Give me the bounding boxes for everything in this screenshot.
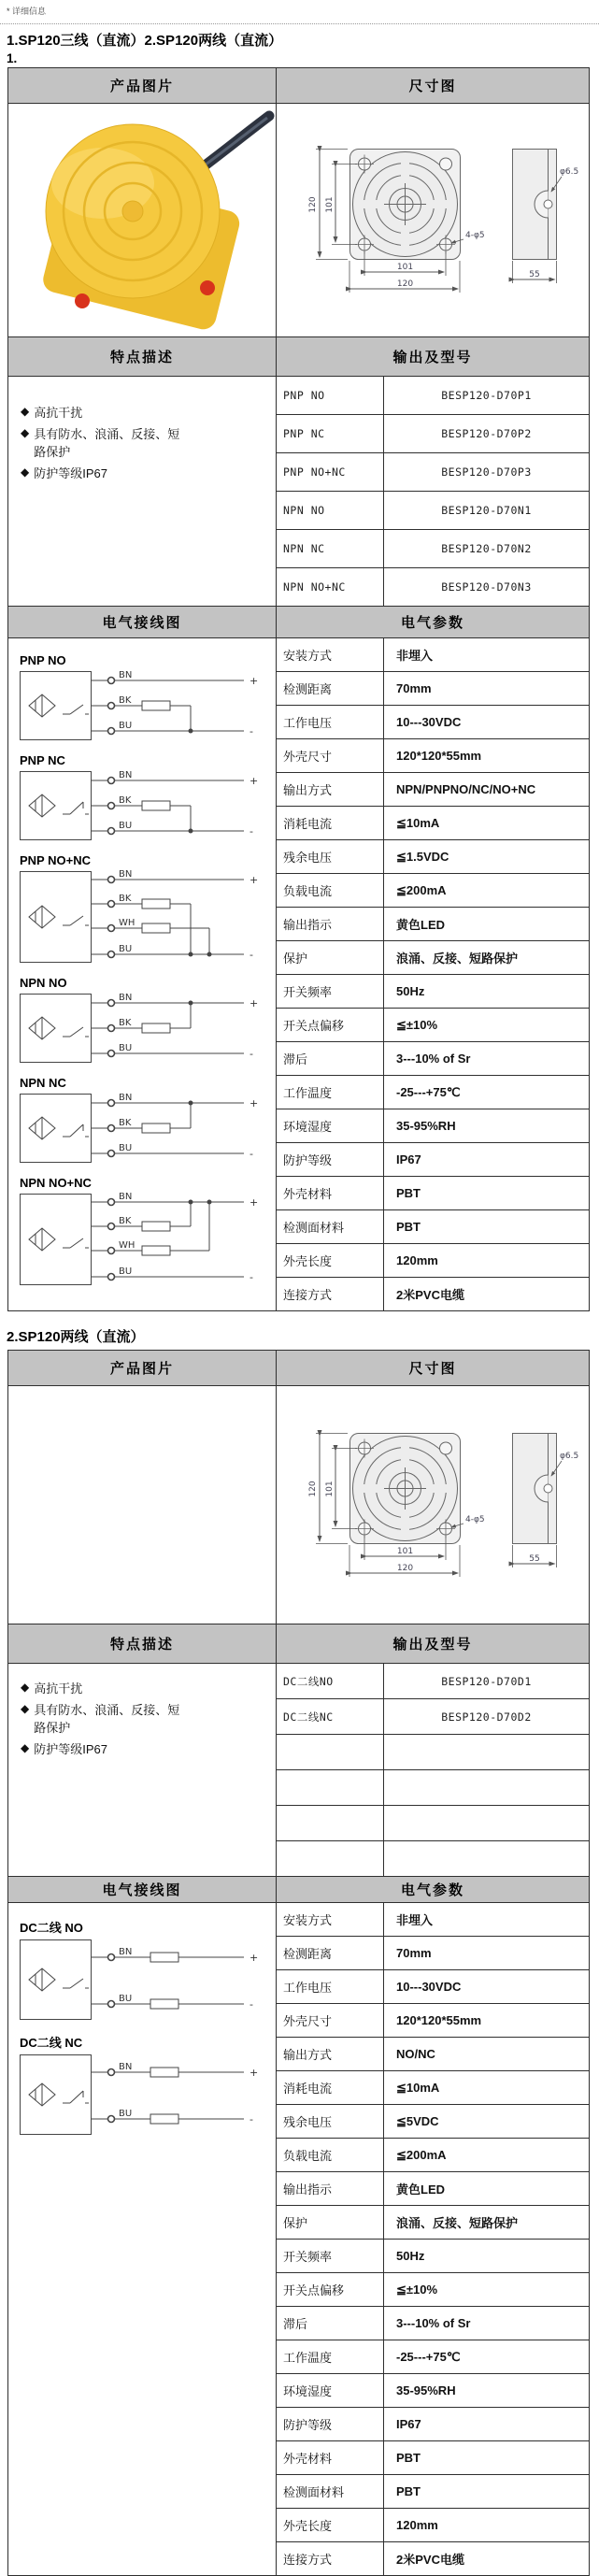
svg-text:+: +	[250, 675, 259, 687]
wiring-svg	[18, 2052, 263, 2138]
param-value: 非埋入	[384, 1903, 590, 1937]
svg-text:BN: BN	[119, 993, 133, 1003]
wiring-diagram	[18, 976, 276, 1070]
section1-table	[7, 67, 590, 1311]
header-electrical: 电气参数	[277, 607, 590, 638]
output-type: PNP NO	[277, 377, 384, 415]
svg-text:101: 101	[396, 262, 414, 272]
wiring-diagrams	[8, 1903, 277, 2576]
output-model: BESP120-D70P2	[384, 415, 590, 453]
svg-text:55: 55	[529, 1554, 540, 1564]
header-features: 特点描述	[8, 337, 277, 377]
diamond-bullet-icon: ◆	[21, 1740, 30, 1754]
wiring-diagram-figure	[18, 991, 276, 1070]
param-value: 3---10% of Sr	[384, 1042, 590, 1076]
output-model: BESP120-D70P1	[384, 377, 590, 415]
param-value: NPN/PNPNO/NC/NO+NC	[384, 773, 590, 807]
sensor-photo-drawing	[9, 107, 276, 335]
feature-text: 具有防水、浪涌、反接、短路保护	[34, 1702, 180, 1735]
param-label: 外壳尺寸	[277, 739, 384, 773]
param-value: 70mm	[384, 1937, 590, 1970]
output-model: BESP120-D70P3	[384, 453, 590, 492]
dimension-svg	[282, 124, 583, 317]
param-label: 输出指示	[277, 908, 384, 941]
output-model: BESP120-D70N3	[384, 568, 590, 607]
svg-text:BN: BN	[119, 1093, 133, 1103]
wiring-svg	[18, 1191, 263, 1288]
wiring-diagram-figure	[18, 2052, 276, 2142]
param-value: ≦1.5VDC	[384, 840, 590, 874]
output-model	[384, 1735, 590, 1770]
meta-label: * 详细信息	[7, 7, 47, 16]
wiring-svg	[18, 1937, 263, 2023]
wiring-diagram-label: PNP NO+NC	[20, 853, 91, 867]
wiring-diagram	[18, 653, 276, 748]
svg-text:WH: WH	[119, 918, 135, 928]
section2-table	[7, 1350, 590, 2576]
diamond-bullet-icon: ◆	[21, 405, 30, 418]
output-model	[384, 1770, 590, 1806]
param-value: ≦200mA	[384, 2139, 590, 2172]
output-type: NPN NO+NC	[277, 568, 384, 607]
param-value: PBT	[384, 2475, 590, 2509]
param-label: 输出指示	[277, 2172, 384, 2206]
dimension-drawing	[277, 104, 590, 337]
param-value: IP67	[384, 2408, 590, 2441]
wiring-svg	[18, 1091, 263, 1166]
feature-item	[21, 1741, 268, 1759]
header-features: 特点描述	[8, 1624, 277, 1664]
param-label: 开关频率	[277, 975, 384, 1009]
param-label: 外壳材料	[277, 2441, 384, 2475]
param-label: 保护	[277, 941, 384, 975]
output-type	[277, 1841, 384, 1877]
param-value: -25---+75℃	[384, 2340, 590, 2374]
wiring-diagram-label: NPN NO+NC	[20, 1176, 92, 1190]
svg-text:-: -	[250, 1048, 253, 1060]
svg-text:-: -	[250, 949, 253, 961]
svg-text:BK: BK	[119, 695, 132, 706]
wiring-diagram-label: PNP NC	[20, 753, 65, 767]
dimension-svg	[282, 1409, 583, 1601]
param-label: 保护	[277, 2206, 384, 2240]
feature-item	[21, 1681, 268, 1698]
param-label: 滞后	[277, 1042, 384, 1076]
svg-text:+: +	[250, 1196, 259, 1209]
section2-title: 2.SP120两线（直流）	[7, 1329, 145, 1345]
svg-text:BN: BN	[119, 1947, 133, 1957]
svg-text:+: +	[250, 2067, 259, 2079]
param-value: NO/NC	[384, 2038, 590, 2071]
param-value: 120*120*55mm	[384, 739, 590, 773]
output-type: NPN NO	[277, 492, 384, 530]
param-value: 黄色LED	[384, 2172, 590, 2206]
wiring-diagram	[18, 1918, 276, 2027]
wiring-svg	[18, 768, 263, 843]
svg-text:101: 101	[325, 1481, 335, 1497]
svg-text:BU: BU	[119, 821, 133, 831]
param-label: 检测面材料	[277, 2475, 384, 2509]
param-value: PBT	[384, 1210, 590, 1244]
product-photo-empty	[8, 1386, 277, 1624]
svg-text:+: +	[250, 1097, 259, 1109]
header-wiring: 电气接线图	[8, 1877, 277, 1903]
header-electrical: 电气参数	[277, 1877, 590, 1903]
param-value: 3---10% of Sr	[384, 2307, 590, 2340]
param-label: 开关点偏移	[277, 1009, 384, 1042]
param-value: ≦5VDC	[384, 2105, 590, 2139]
param-value: 非埋入	[384, 638, 590, 672]
svg-text:BN: BN	[119, 770, 133, 780]
param-label: 安装方式	[277, 638, 384, 672]
header-product-image: 产品图片	[8, 68, 277, 104]
param-value: ≦10mA	[384, 807, 590, 840]
output-type	[277, 1770, 384, 1806]
param-value: 120*120*55mm	[384, 2004, 590, 2038]
param-value: 10---30VDC	[384, 706, 590, 739]
param-value: 120mm	[384, 1244, 590, 1278]
param-label: 外壳长度	[277, 2509, 384, 2542]
param-label: 残余电压	[277, 2105, 384, 2139]
page-meta	[0, 0, 599, 24]
svg-text:BK: BK	[119, 1216, 132, 1226]
param-label: 工作温度	[277, 2340, 384, 2374]
feature-item	[21, 1702, 268, 1738]
header-output-model: 输出及型号	[277, 1624, 590, 1664]
svg-text:+: +	[250, 997, 259, 1009]
param-value: ≦200mA	[384, 874, 590, 908]
output-type	[277, 1806, 384, 1841]
svg-text:-: -	[250, 2113, 253, 2125]
svg-text:-: -	[250, 1998, 253, 2011]
param-label: 防护等级	[277, 1143, 384, 1177]
param-value: ≦±10%	[384, 1009, 590, 1042]
header-product-image: 产品图片	[8, 1351, 277, 1386]
wiring-diagram-figure	[18, 1191, 276, 1293]
wiring-diagram-label: DC二线 NC	[20, 2036, 83, 2050]
dimension-drawing	[277, 1386, 590, 1624]
svg-text:4-φ5: 4-φ5	[465, 1515, 485, 1524]
param-value: 50Hz	[384, 2240, 590, 2273]
param-label: 消耗电流	[277, 2071, 384, 2105]
diamond-bullet-icon: ◆	[21, 1701, 30, 1715]
svg-text:BU: BU	[119, 944, 133, 954]
svg-text:BU: BU	[119, 721, 133, 731]
svg-text:-: -	[250, 825, 253, 837]
param-label: 检测距离	[277, 672, 384, 706]
param-value: IP67	[384, 1143, 590, 1177]
param-label: 工作温度	[277, 1076, 384, 1109]
param-label: 消耗电流	[277, 807, 384, 840]
header-dimension: 尺寸图	[277, 1351, 590, 1386]
output-model: BESP120-D70N1	[384, 492, 590, 530]
param-value: 2米PVC电缆	[384, 2542, 590, 2576]
wiring-diagram-figure	[18, 868, 276, 970]
feature-text: 高抗干扰	[34, 1682, 83, 1696]
svg-text:BK: BK	[119, 894, 132, 904]
diamond-bullet-icon: ◆	[21, 465, 30, 479]
wiring-diagram	[18, 853, 276, 970]
param-label: 外壳尺寸	[277, 2004, 384, 2038]
param-label: 开关频率	[277, 2240, 384, 2273]
feature-text: 具有防水、浪涌、反接、短路保护	[34, 426, 180, 459]
wiring-svg	[18, 868, 263, 966]
svg-text:101: 101	[325, 195, 335, 213]
param-value: 浪涌、反接、短路保护	[384, 2206, 590, 2240]
wiring-svg	[18, 991, 263, 1066]
feature-text: 防护等级IP67	[34, 1741, 107, 1756]
output-type: DC二线NC	[277, 1699, 384, 1735]
svg-text:120: 120	[308, 1481, 318, 1497]
svg-text:4-φ5: 4-φ5	[465, 230, 485, 240]
svg-text:120: 120	[396, 279, 414, 289]
param-label: 连接方式	[277, 1278, 384, 1311]
param-label: 残余电压	[277, 840, 384, 874]
svg-text:55: 55	[529, 269, 540, 279]
param-label: 滞后	[277, 2307, 384, 2340]
feature-item	[21, 465, 268, 483]
svg-text:BU: BU	[119, 1143, 133, 1153]
wiring-diagram-label: NPN NC	[20, 1076, 66, 1090]
svg-text:BN: BN	[119, 2062, 133, 2072]
param-label: 工作电压	[277, 706, 384, 739]
param-value: 2米PVC电缆	[384, 1278, 590, 1311]
wiring-diagram	[18, 1076, 276, 1170]
output-model	[384, 1806, 590, 1841]
svg-text:BU: BU	[119, 1994, 133, 2004]
output-model: BESP120-D70D1	[384, 1664, 590, 1699]
param-label: 防护等级	[277, 2408, 384, 2441]
param-label: 检测距离	[277, 1937, 384, 1970]
svg-text:BU: BU	[119, 2109, 133, 2119]
wiring-svg	[18, 668, 263, 743]
param-label: 输出方式	[277, 2038, 384, 2071]
param-label: 输出方式	[277, 773, 384, 807]
svg-text:+: +	[250, 1952, 259, 1964]
param-label: 外壳长度	[277, 1244, 384, 1278]
svg-text:φ6.5: φ6.5	[560, 1452, 579, 1461]
param-label: 负载电流	[277, 2139, 384, 2172]
param-label: 环境湿度	[277, 2374, 384, 2408]
param-label: 负载电流	[277, 874, 384, 908]
output-type: DC二线NO	[277, 1664, 384, 1699]
svg-text:+: +	[250, 874, 259, 886]
param-label: 安装方式	[277, 1903, 384, 1937]
feature-item	[21, 426, 268, 462]
svg-text:BK: BK	[119, 795, 132, 806]
param-value: 50Hz	[384, 975, 590, 1009]
wiring-diagram-figure	[18, 1937, 276, 2027]
wiring-diagram	[18, 753, 276, 848]
features-cell	[8, 1664, 277, 1877]
wiring-diagram-label: PNP NO	[20, 653, 66, 667]
wiring-diagram-label: DC二线 NO	[20, 1921, 83, 1935]
wiring-diagram	[18, 2033, 276, 2142]
svg-text:+: +	[250, 775, 259, 787]
svg-text:BU: BU	[119, 1267, 133, 1277]
wiring-diagrams	[8, 638, 277, 1311]
param-value: PBT	[384, 1177, 590, 1210]
wiring-diagram-figure	[18, 768, 276, 848]
param-value: PBT	[384, 2441, 590, 2475]
output-model: BESP120-D70D2	[384, 1699, 590, 1735]
product-photo	[8, 104, 277, 337]
output-type	[277, 1735, 384, 1770]
svg-text:BN: BN	[119, 670, 133, 680]
svg-text:-: -	[250, 1148, 253, 1160]
section1-number: 1.	[7, 51, 18, 65]
param-label: 外壳材料	[277, 1177, 384, 1210]
param-value: 70mm	[384, 672, 590, 706]
param-label: 工作电压	[277, 1970, 384, 2004]
header-dimension: 尺寸图	[277, 68, 590, 104]
header-wiring: 电气接线图	[8, 607, 277, 638]
svg-text:-: -	[250, 1271, 253, 1283]
param-value: 35-95%RH	[384, 2374, 590, 2408]
svg-text:BN: BN	[119, 1192, 133, 1202]
svg-text:120: 120	[308, 195, 318, 213]
svg-text:BN: BN	[119, 869, 133, 880]
feature-text: 防护等级IP67	[34, 465, 107, 480]
param-label: 环境湿度	[277, 1109, 384, 1143]
svg-text:-: -	[250, 725, 253, 737]
diamond-bullet-icon: ◆	[21, 425, 30, 439]
wiring-diagram-figure	[18, 1091, 276, 1170]
svg-text:101: 101	[396, 1547, 414, 1556]
param-value: ≦10mA	[384, 2071, 590, 2105]
svg-text:φ6.5: φ6.5	[560, 166, 579, 177]
output-model	[384, 1841, 590, 1877]
feature-text: 高抗干扰	[34, 406, 83, 420]
page-title: 1.SP120三线（直流）2.SP120两线（直流）	[7, 33, 283, 49]
param-value: 浪涌、反接、短路保护	[384, 941, 590, 975]
wiring-diagram	[18, 1176, 276, 1293]
header-output-model: 输出及型号	[277, 337, 590, 377]
features-cell	[8, 377, 277, 607]
param-value: ≦±10%	[384, 2273, 590, 2307]
param-value: 35-95%RH	[384, 1109, 590, 1143]
output-type: NPN NC	[277, 530, 384, 568]
svg-text:120: 120	[396, 1564, 414, 1573]
diamond-bullet-icon: ◆	[21, 1681, 30, 1694]
feature-item	[21, 405, 268, 422]
param-value: 黄色LED	[384, 908, 590, 941]
output-type: PNP NC	[277, 415, 384, 453]
svg-text:WH: WH	[119, 1240, 135, 1251]
output-type: PNP NO+NC	[277, 453, 384, 492]
param-label: 连接方式	[277, 2542, 384, 2576]
param-value: 10---30VDC	[384, 1970, 590, 2004]
wiring-diagram-label: NPN NO	[20, 976, 67, 990]
svg-text:BU: BU	[119, 1043, 133, 1053]
svg-text:BK: BK	[119, 1018, 132, 1028]
param-label: 开关点偏移	[277, 2273, 384, 2307]
param-value: -25---+75℃	[384, 1076, 590, 1109]
param-value: 120mm	[384, 2509, 590, 2542]
svg-text:BK: BK	[119, 1118, 132, 1128]
param-label: 检测面材料	[277, 1210, 384, 1244]
output-model: BESP120-D70N2	[384, 530, 590, 568]
wiring-diagram-figure	[18, 668, 276, 748]
